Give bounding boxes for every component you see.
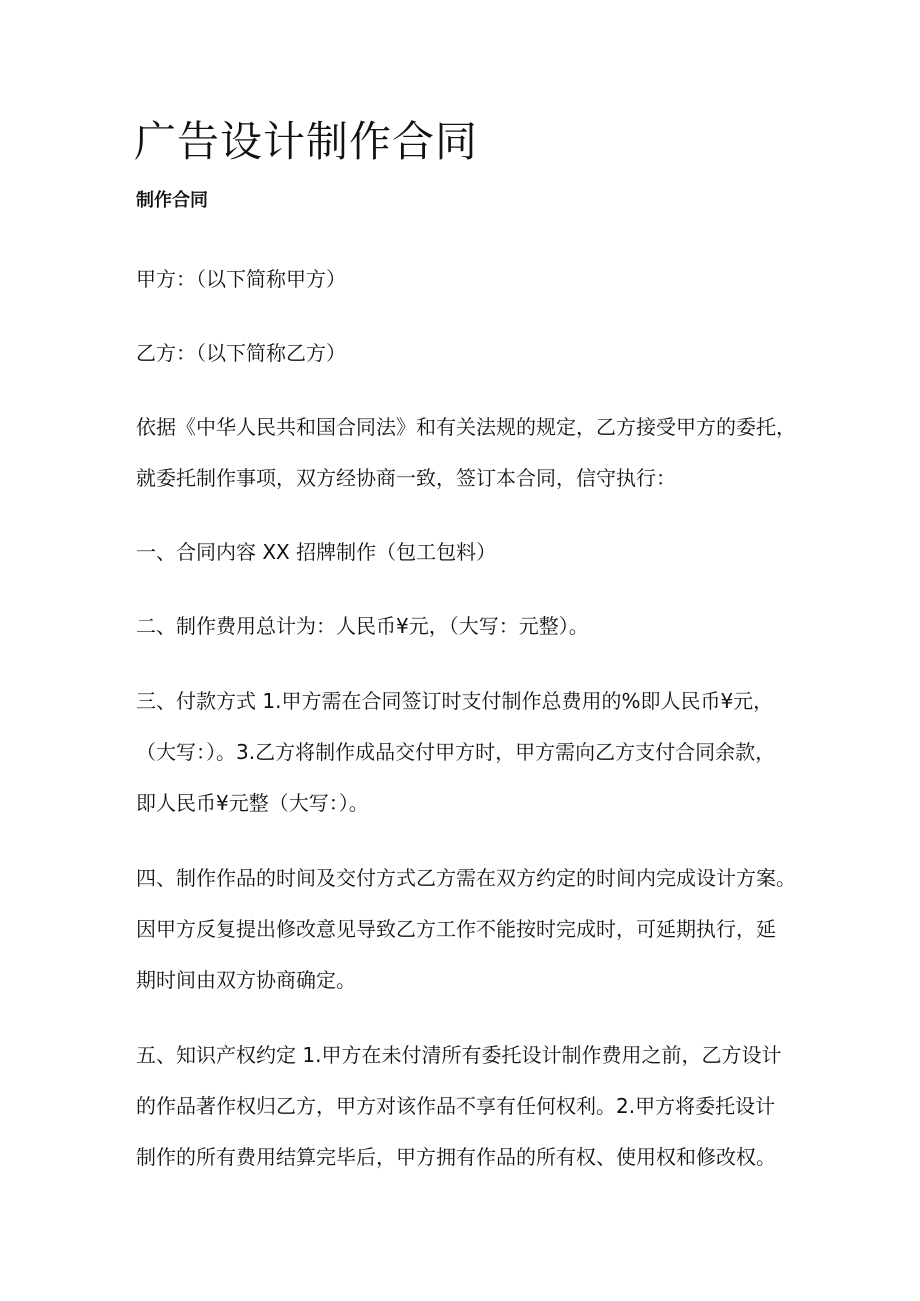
paragraph-line: 三、付款方式 1.甲方需在合同签订时支付制作总费用的%即人民币¥元，	[136, 689, 774, 713]
paragraph-line: 就委托制作事项，双方经协商一致，签订本合同，信守执行：	[136, 466, 676, 490]
clause-5-paragraph	[136, 1030, 796, 1183]
paragraph-line: 四、制作作品的时间及交付方式乙方需在双方约定的时间内完成设计方案。	[136, 866, 796, 890]
paragraph-line: 二、制作费用总计为：人民币¥元，（大写：元整）。	[136, 614, 589, 638]
paragraph-line: 因甲方反复提出修改意见导致乙方工作不能按时完成时，可延期执行，延	[136, 917, 776, 941]
clause-2-paragraph	[136, 601, 796, 652]
clause-1-paragraph	[136, 527, 796, 578]
party-b-paragraph	[136, 328, 796, 379]
paragraph-line: 期时间由双方协商确定。	[136, 968, 356, 992]
clause-3-paragraph	[136, 676, 796, 829]
preamble-paragraph	[136, 402, 796, 504]
paragraph-line: 制作的所有费用结算完毕后，甲方拥有作品的所有权、使用权和修改权。	[136, 1145, 776, 1169]
paragraph-line: 依据《中华人民共和国合同法》和有关法规的规定，乙方接受甲方的委托，	[136, 415, 796, 439]
paragraph-line: 乙方：（以下简称乙方）	[136, 341, 346, 365]
party-a-paragraph	[136, 254, 796, 305]
document-title: 广告设计制作合同	[134, 117, 479, 166]
document-body	[136, 254, 796, 1183]
paragraph-line: 甲方：（以下简称甲方）	[136, 267, 346, 291]
clause-4-paragraph	[136, 853, 796, 1006]
paragraph-line: （大写：）。3.乙方将制作成品交付甲方时，甲方需向乙方支付合同余款，	[136, 740, 776, 764]
paragraph-line: 即人民币¥元整（大写：）。	[136, 791, 369, 815]
document-subtitle: 制作合同	[136, 190, 208, 211]
paragraph-line: 一、合同内容 XX 招牌制作（包工包料）	[136, 540, 497, 564]
paragraph-line: 五、知识产权约定 1.甲方在未付清所有委托设计制作费用之前，乙方设计	[136, 1043, 782, 1067]
paragraph-line: 的作品著作权归乙方，甲方对该作品不享有任何权利。2.甲方将委托设计	[136, 1094, 776, 1118]
